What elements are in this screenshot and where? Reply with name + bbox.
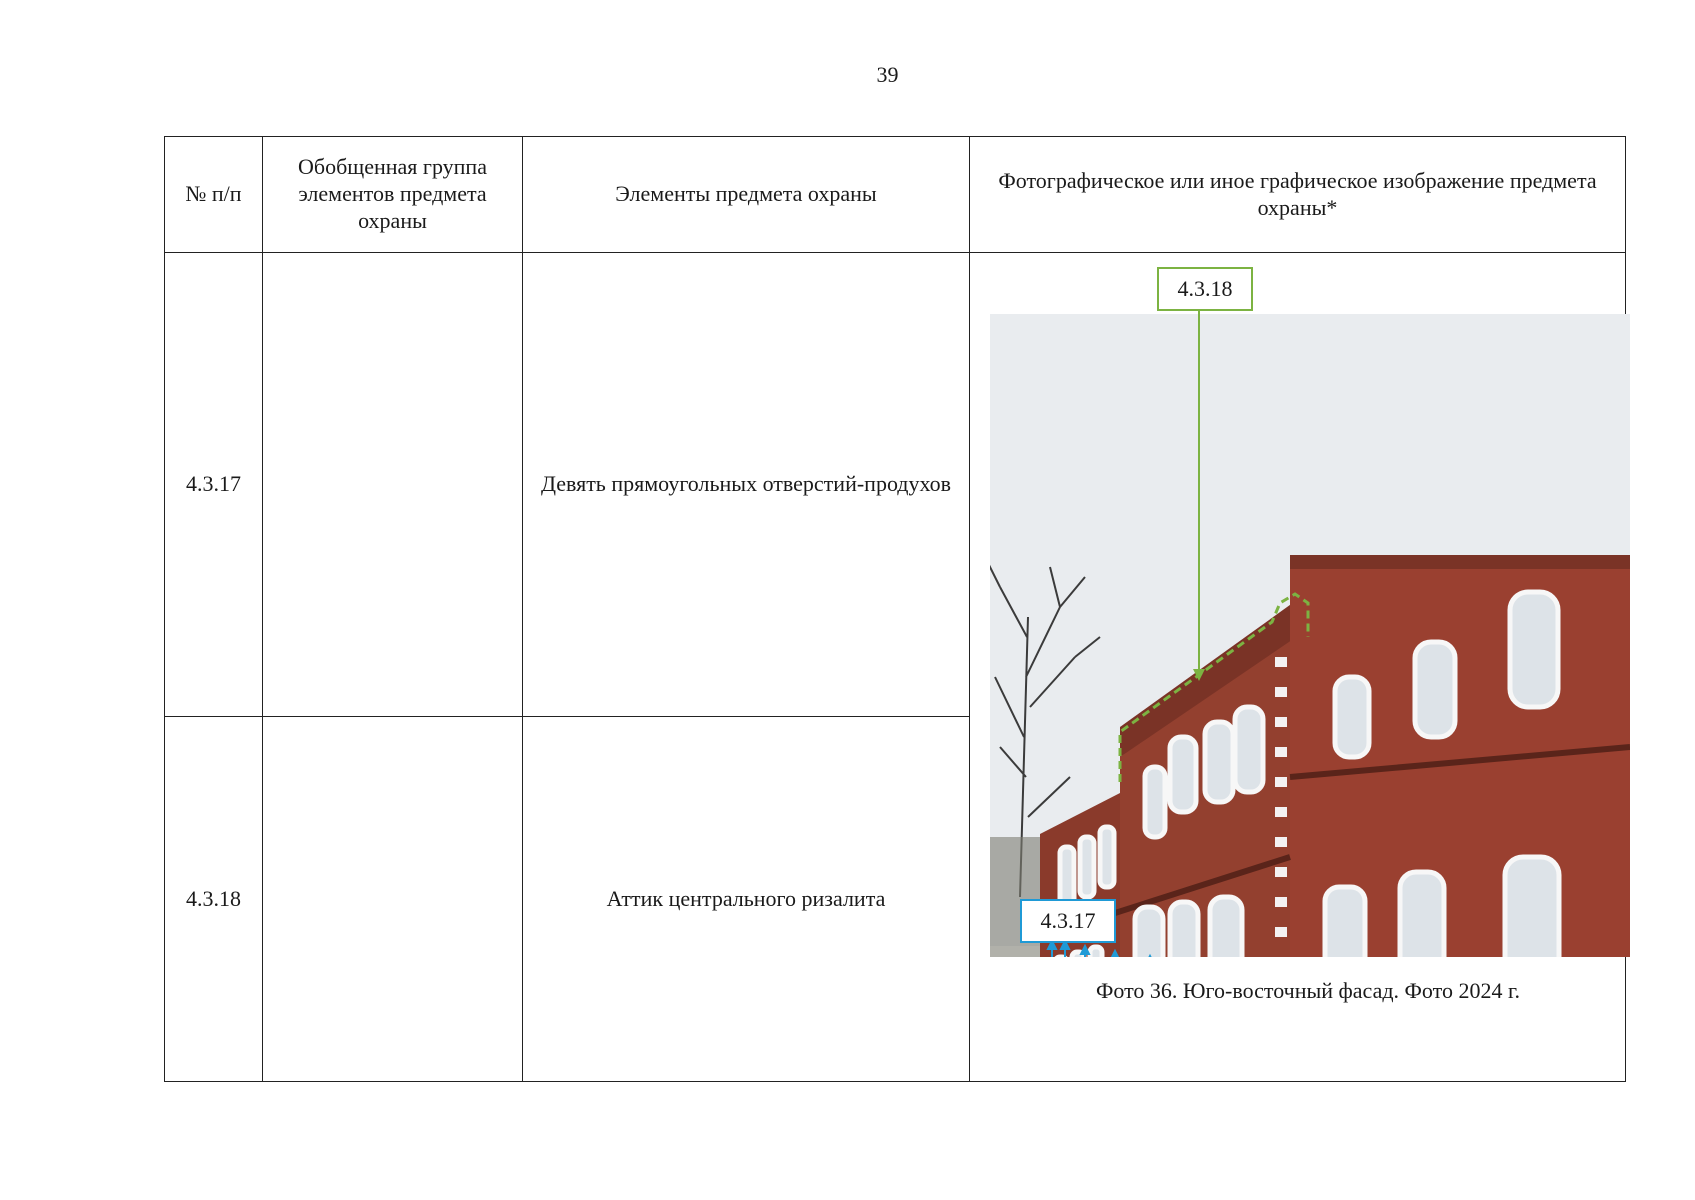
row-group [263, 717, 523, 1082]
row-element: Аттик центрального ризалита [523, 717, 970, 1082]
callout-bottom-box [1020, 899, 1116, 943]
row-num: 4.3.18 [165, 717, 263, 1082]
callout-top-label: 4.3.18 [1177, 275, 1233, 301]
photo-caption: Фото 36. Юго-восточный фасад. Фото 2024 г. [1096, 978, 1520, 1003]
row-element: Девять прямоугольных отверстий-продухов [523, 253, 970, 717]
photo-wrap [980, 257, 1636, 1077]
header-num: № п/п [165, 137, 263, 253]
table-row [165, 253, 1626, 717]
callout-top-box [1157, 267, 1253, 311]
protection-table [164, 136, 1626, 1082]
photo-cell [970, 253, 1626, 1082]
page-number: 39 [876, 62, 899, 87]
callout-bottom-label: 4.3.17 [1040, 907, 1096, 933]
row-group [263, 253, 523, 717]
facade-photo [990, 257, 1630, 957]
header-photo: Фотографическое или иное графическое изображение предмета охраны* [970, 137, 1626, 253]
header-group: Обобщенная группа элементов предмета охраны [263, 137, 523, 253]
header-elements: Элементы предмета охраны [523, 137, 970, 253]
row-num: 4.3.17 [165, 253, 263, 717]
table-header-row [165, 137, 1626, 253]
